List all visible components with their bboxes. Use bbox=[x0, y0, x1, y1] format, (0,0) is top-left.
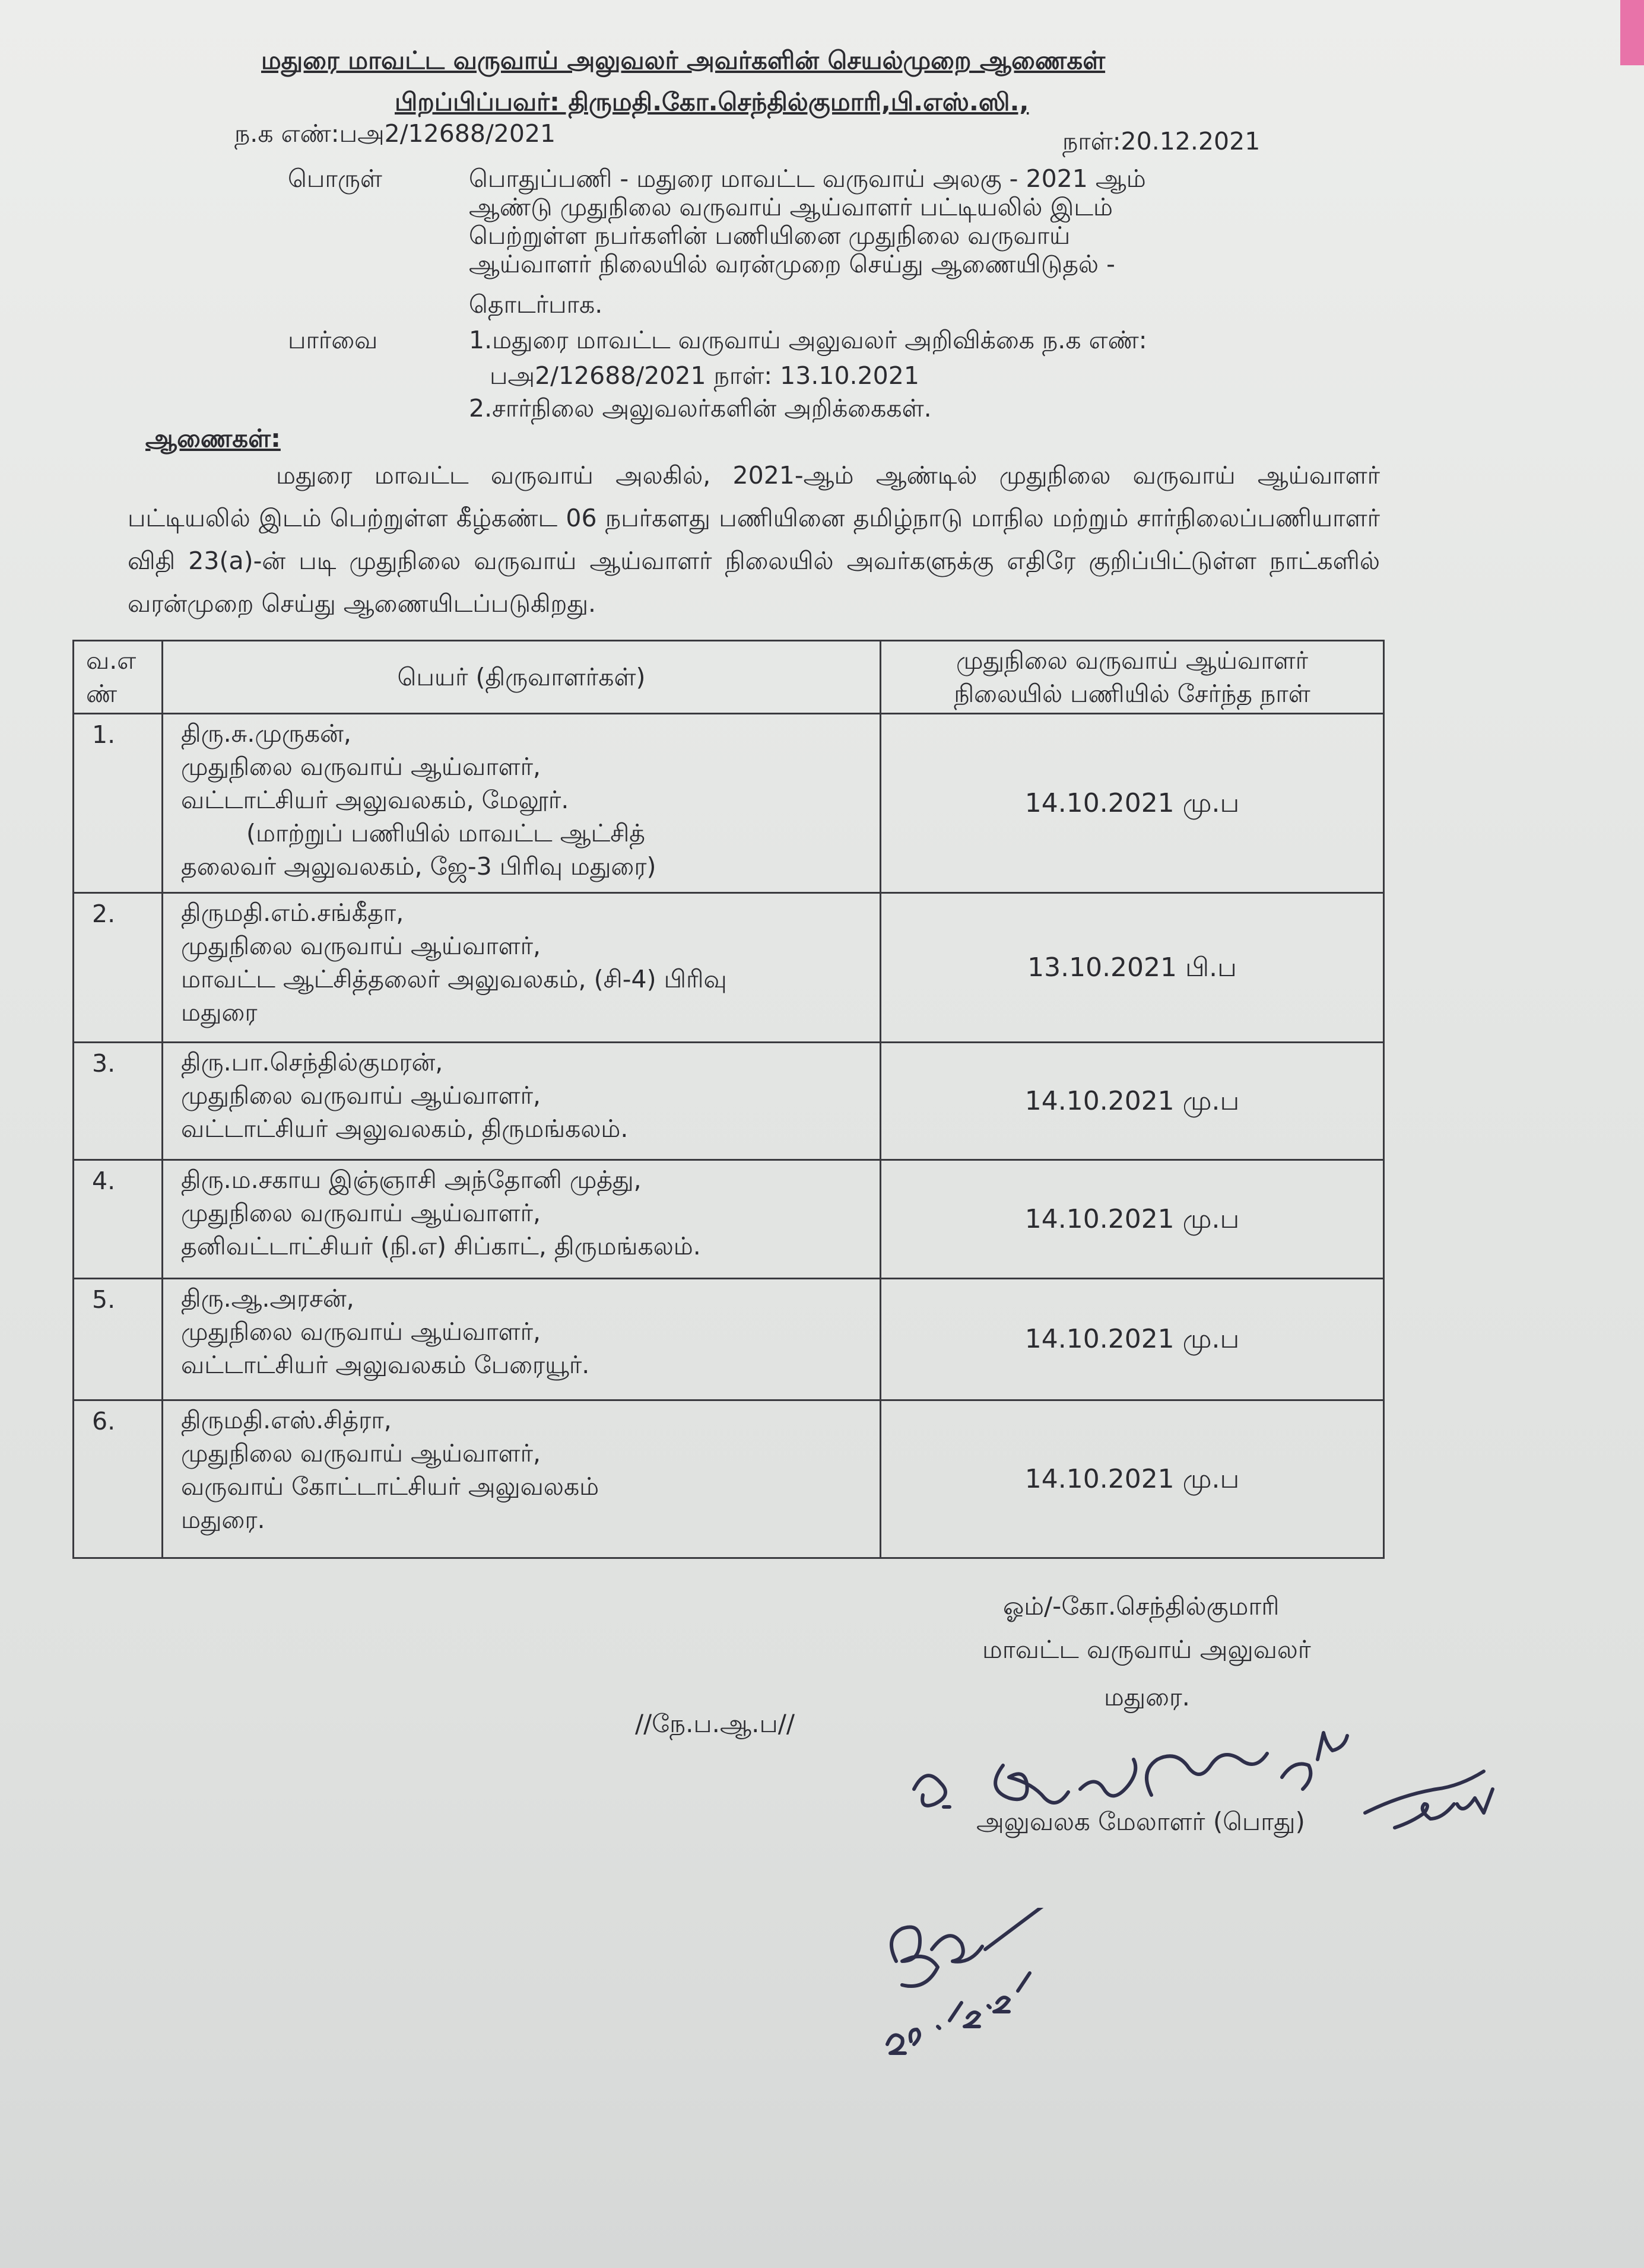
subject-line: பெற்றுள்ள நபர்களின் பணியினை முதுநிலை வருவாய் bbox=[469, 221, 1071, 250]
name-line: திரு.சு.முருகன், bbox=[181, 719, 351, 748]
name-line: திரு.ம.சகாய இஞ்ஞாசி அந்தோனி முத்து, bbox=[181, 1165, 642, 1194]
name-line: முதுநிலை வருவாய் ஆய்வாளர், bbox=[181, 1439, 541, 1467]
name-line: மதுரை bbox=[181, 998, 258, 1027]
handwritten-signature bbox=[902, 1724, 1519, 1843]
joining-date-cell: 14.10.2021 மு.ப bbox=[881, 714, 1384, 893]
serial-cell: 6. bbox=[74, 1400, 163, 1558]
name-line: முதுநிலை வருவாய் ஆய்வாளர், bbox=[181, 1317, 541, 1346]
name-line: திருமதி.எம்.சங்கீதா, bbox=[181, 898, 404, 927]
name-line: முதுநிலை வருவாய் ஆய்வாளர், bbox=[181, 1199, 541, 1227]
name-line: தனிவட்டாட்சியர் (நி.எ) சிப்காட், திருமங்கலம். bbox=[181, 1232, 701, 1260]
reference-number: ந.க எண்:பஅ2/12688/2021 bbox=[234, 119, 556, 148]
name-cell bbox=[163, 1043, 881, 1160]
serial-cell: 3. bbox=[74, 1043, 163, 1160]
initials-with-date bbox=[867, 1908, 1092, 2062]
reference-label: பார்வை bbox=[288, 326, 378, 354]
subject-line: ஆய்வாளர் நிலையில் வரன்முறை செய்து ஆணையிடுதல் - bbox=[469, 250, 1115, 278]
serial-header-line: வ.எ bbox=[86, 646, 137, 675]
serial-cell: 2. bbox=[74, 893, 163, 1043]
name-header: பெயர் (திருவாளர்கள்) bbox=[163, 641, 881, 714]
document-date: நாள்:20.12.2021 bbox=[1062, 127, 1261, 155]
orders-paragraph-text: மதுரை மாவட்ட வருவாய் அலகில், 2021-ஆம் ஆண்டில் முதுநிலை வருவாய் ஆய்வாளர் பட்டியலில் இடம் பெற்றுள்ள கீழ்கண்ட 06 நபர்களது பணியினை தமிழ்நாடு மாநில மற்றும் சார்நிலைப்பணியாளர் விதி 23(a)-ன் படி முதுநிலை வருவாய் ஆய்வாளர் நிலையில் அவர்களுக்கு எதிரே குறிப்பிட்டுள்ள நாட்களில் வரன்முறை செய்து ஆணையிடப்படுகிறது. bbox=[128, 461, 1380, 618]
subject-line: ஆண்டு முதுநிலை வருவாய் ஆய்வாளர் பட்டியலில் இடம் bbox=[469, 193, 1113, 221]
orders-heading: ஆணைகள்: bbox=[145, 424, 281, 453]
joining-date-cell: 13.10.2021 பி.ப bbox=[881, 893, 1384, 1043]
serial-header bbox=[74, 641, 163, 714]
table-row bbox=[74, 1043, 1384, 1160]
signatory-designation: மாவட்ட வருவாய் அலுவலர் bbox=[982, 1635, 1311, 1664]
name-line: (மாற்றுப் பணியில் மாவட்ட ஆட்சித் bbox=[246, 819, 646, 847]
name-line: திருமதி.எஸ்.சித்ரா, bbox=[181, 1406, 392, 1434]
name-cell bbox=[163, 714, 881, 893]
signatory-place: மதுரை. bbox=[1104, 1682, 1191, 1711]
reference-line: 2.சார்நிலை அலுவலர்களின் அறிக்கைகள். bbox=[469, 394, 932, 423]
name-line: தலைவர் அலுவலகம், ஜே-3 பிரிவு மதுரை) bbox=[181, 852, 656, 881]
table-header-row bbox=[74, 641, 1384, 714]
name-line: முதுநிலை வருவாய் ஆய்வாளர், bbox=[181, 932, 541, 960]
table-row bbox=[74, 893, 1384, 1043]
name-cell bbox=[163, 1400, 881, 1558]
joining-date-cell: 14.10.2021 மு.ப bbox=[881, 1400, 1384, 1558]
orders-table bbox=[72, 640, 1385, 1559]
table-row bbox=[74, 1160, 1384, 1279]
name-line: வருவாய் கோட்டாட்சியர் அலுவலகம் bbox=[181, 1472, 599, 1501]
background-edge bbox=[1620, 0, 1644, 65]
date-header-line: நிலையில் பணியில் சேர்ந்த நாள் bbox=[954, 679, 1310, 708]
table-row bbox=[74, 1400, 1384, 1558]
issuer-line: பிறப்பிப்பவர்: திருமதி.கோ.செந்தில்குமாரி,பி.எஸ்.ஸி., bbox=[395, 87, 1029, 116]
name-line: வட்டாட்சியர் அலுவலகம், திருமங்கலம். bbox=[181, 1114, 629, 1143]
name-cell bbox=[163, 1160, 881, 1279]
signatory-name: ஓம்/-கோ.செந்தில்குமாரி bbox=[1003, 1592, 1280, 1621]
joining-date-cell: 14.10.2021 மு.ப bbox=[881, 1043, 1384, 1160]
name-line: முதுநிலை வருவாய் ஆய்வாளர், bbox=[181, 752, 541, 781]
subject-line: தொடர்பாக. bbox=[469, 290, 603, 319]
table-row bbox=[74, 1279, 1384, 1400]
name-line: வட்டாட்சியர் அலுவலகம் பேரையூர். bbox=[181, 1351, 590, 1379]
name-line: திரு.ஆ.அரசன், bbox=[181, 1284, 354, 1313]
name-line: வட்டாட்சியர் அலுவலகம், மேலூர். bbox=[181, 786, 569, 814]
name-cell bbox=[163, 893, 881, 1043]
serial-cell: 5. bbox=[74, 1279, 163, 1400]
reference-line: 1.மதுரை மாவட்ட வருவாய் அலுவலர் அறிவிக்கை ந.க எண்: bbox=[469, 326, 1147, 354]
date-header bbox=[881, 641, 1384, 714]
reference-line: பஅ2/12688/2021 நாள்: 13.10.2021 bbox=[490, 361, 919, 390]
serial-header-line: ண் bbox=[86, 679, 118, 708]
serial-cell: 1. bbox=[74, 714, 163, 893]
serial-cell: 4. bbox=[74, 1160, 163, 1279]
document-title: மதுரை மாவட்ட வருவாய் அலுவலர் அவர்களின் செயல்முறை ஆணைகள் bbox=[261, 46, 1106, 75]
subject-label: பொருள் bbox=[288, 164, 382, 193]
office-manager-designation: அலுவலக மேலாளர் (பொது) bbox=[976, 1807, 1305, 1836]
joining-date-cell: 14.10.2021 மு.ப bbox=[881, 1160, 1384, 1279]
orders-paragraph bbox=[128, 454, 1380, 625]
table-row bbox=[74, 714, 1384, 893]
name-line: முதுநிலை வருவாய் ஆய்வாளர், bbox=[181, 1081, 541, 1110]
name-cell bbox=[163, 1279, 881, 1400]
name-line: மதுரை. bbox=[181, 1505, 265, 1534]
date-header-line: முதுநிலை வருவாய் ஆய்வாளர் bbox=[956, 646, 1309, 675]
name-line: திரு.பா.செந்தில்குமரன், bbox=[181, 1048, 443, 1076]
true-copy-mark: //நே.ப.ஆ.ப// bbox=[635, 1709, 795, 1738]
name-line: மாவட்ட ஆட்சித்தலைர் அலுவலகம், (சி-4) பிரிவு bbox=[181, 965, 727, 993]
joining-date-cell: 14.10.2021 மு.ப bbox=[881, 1279, 1384, 1400]
subject-line: பொதுப்பணி - மதுரை மாவட்ட வருவாய் அலகு - 2021 ஆம் bbox=[469, 164, 1146, 193]
